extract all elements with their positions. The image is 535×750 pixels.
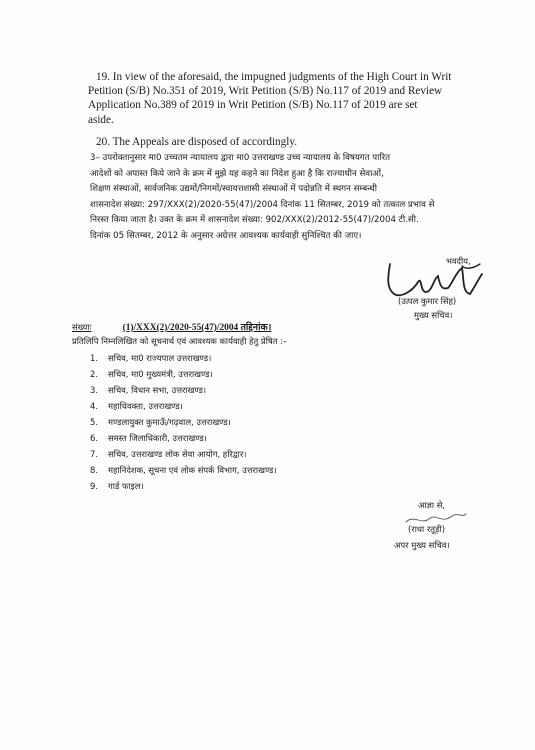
list-item: 3. सचिव, विधान सभा, उत्तराखण्ड।: [90, 385, 207, 395]
reference-number: [72, 320, 271, 333]
paragraph-19-line: 19. In view of the aforesaid, the impugned judgments of the High Court in Writ: [96, 71, 452, 83]
paragraph-3-line: शासनादेश संख्या: 297/XXX(2)/2020-55(47)/2004 दिनांक 11 सितम्बर, 2019 को तत्काल प्रभाव से: [90, 199, 435, 210]
signatory-name: (राधा रतूड़ी): [408, 524, 445, 534]
list-item: 8. महानिदेशक, सूचना एवं लोक संपर्क विभाग, उत्तराखण्ड।: [90, 465, 277, 475]
paragraph-3: [90, 151, 518, 244]
paragraph-19-line: Petition (S/B) No.351 of 2019, Writ Petition (S/B) No.117 of 2019 and Review: [88, 85, 443, 98]
paragraph-3-line: दिनांक 05 सितम्बर, 2012 के अनुसार अग्रेत्तर आवश्यक कार्यवाही सुनिश्चित की जाए।: [90, 230, 362, 241]
list-item: 2. सचिव, मा0 मुख्यमंत्री, उत्तराखण्ड।: [90, 369, 213, 379]
reference-label: संख्याः: [72, 322, 92, 332]
list-item: 5. मण्डलायुक्त कुमाऊँ/गढ़वाल, उत्तराखण्ड।: [90, 417, 231, 427]
signatory-designation: अपर मुख्य सचिव।: [394, 540, 450, 550]
list-item: 7. सचिव, उत्तराखण्ड लोक सेवा आयोग, हरिद्वार।: [90, 449, 247, 459]
paragraph-3-line: शिक्षण संस्थाओं, सार्वजनिक उद्यमों/निगमों/स्वायत्तशासी संस्थाओं में पदोन्नति में स्थगन सम्बन्धी: [90, 184, 378, 194]
copy-intro: प्रतिलिपि निम्नलिखित को सूचनार्थ एवं आवश्यक कार्यवाही हेतु प्रेषित :–: [72, 336, 288, 346]
reference-value: (1)/XXX(2)/2020-55(47)/2004 तद्दिनांक।: [122, 323, 272, 333]
paragraph-3-line: 3– उपरोक्तानुसार मा0 उच्चतम न्यायालय द्वारा मा0 उत्तराखण्ड उच्च न्यायालय के विषयगत पारित: [90, 153, 391, 163]
paragraph-20: 20. The Appeals are disposed of accordingly.: [96, 136, 298, 148]
paragraph-19: [88, 70, 518, 127]
paragraph-19-line: Application No.389 of 2019 in Writ Petition (S/B) No.117 of 2019 are set: [88, 99, 418, 112]
closing-text: भवदीय,: [446, 256, 471, 266]
closing-text: आज्ञा से,: [418, 500, 446, 510]
list-item: 4. महाधिवक्ता, उत्तराखण्ड।: [90, 401, 183, 411]
signatory-designation: मुख्य सचिव।: [414, 310, 453, 320]
paragraph-3-line: निरस्त किया जाता है। उक्त के क्रम में शासनादेश संख्या: 902/XXX(2)/2012-55(47)/2004 टी.सी.: [90, 215, 419, 225]
list-item: 6. समस्त जिलाधिकारी, उत्तराखण्ड।: [90, 433, 207, 443]
list-item: 9. गार्ड फाइल।: [90, 481, 144, 491]
paragraph-3-line: आदेशों को अपास्त किये जाने के क्रम में मुझे यह कहने का निदेश हुआ है कि राज्याधीन सेवाओं,: [90, 168, 384, 179]
list-item: 1. सचिव, मा0 राज्यपाल उत्तराखण्ड।: [90, 353, 212, 363]
paragraph-19-line: aside.: [88, 113, 114, 126]
signatory-name: (उत्पल कुमार सिंह): [398, 296, 457, 306]
